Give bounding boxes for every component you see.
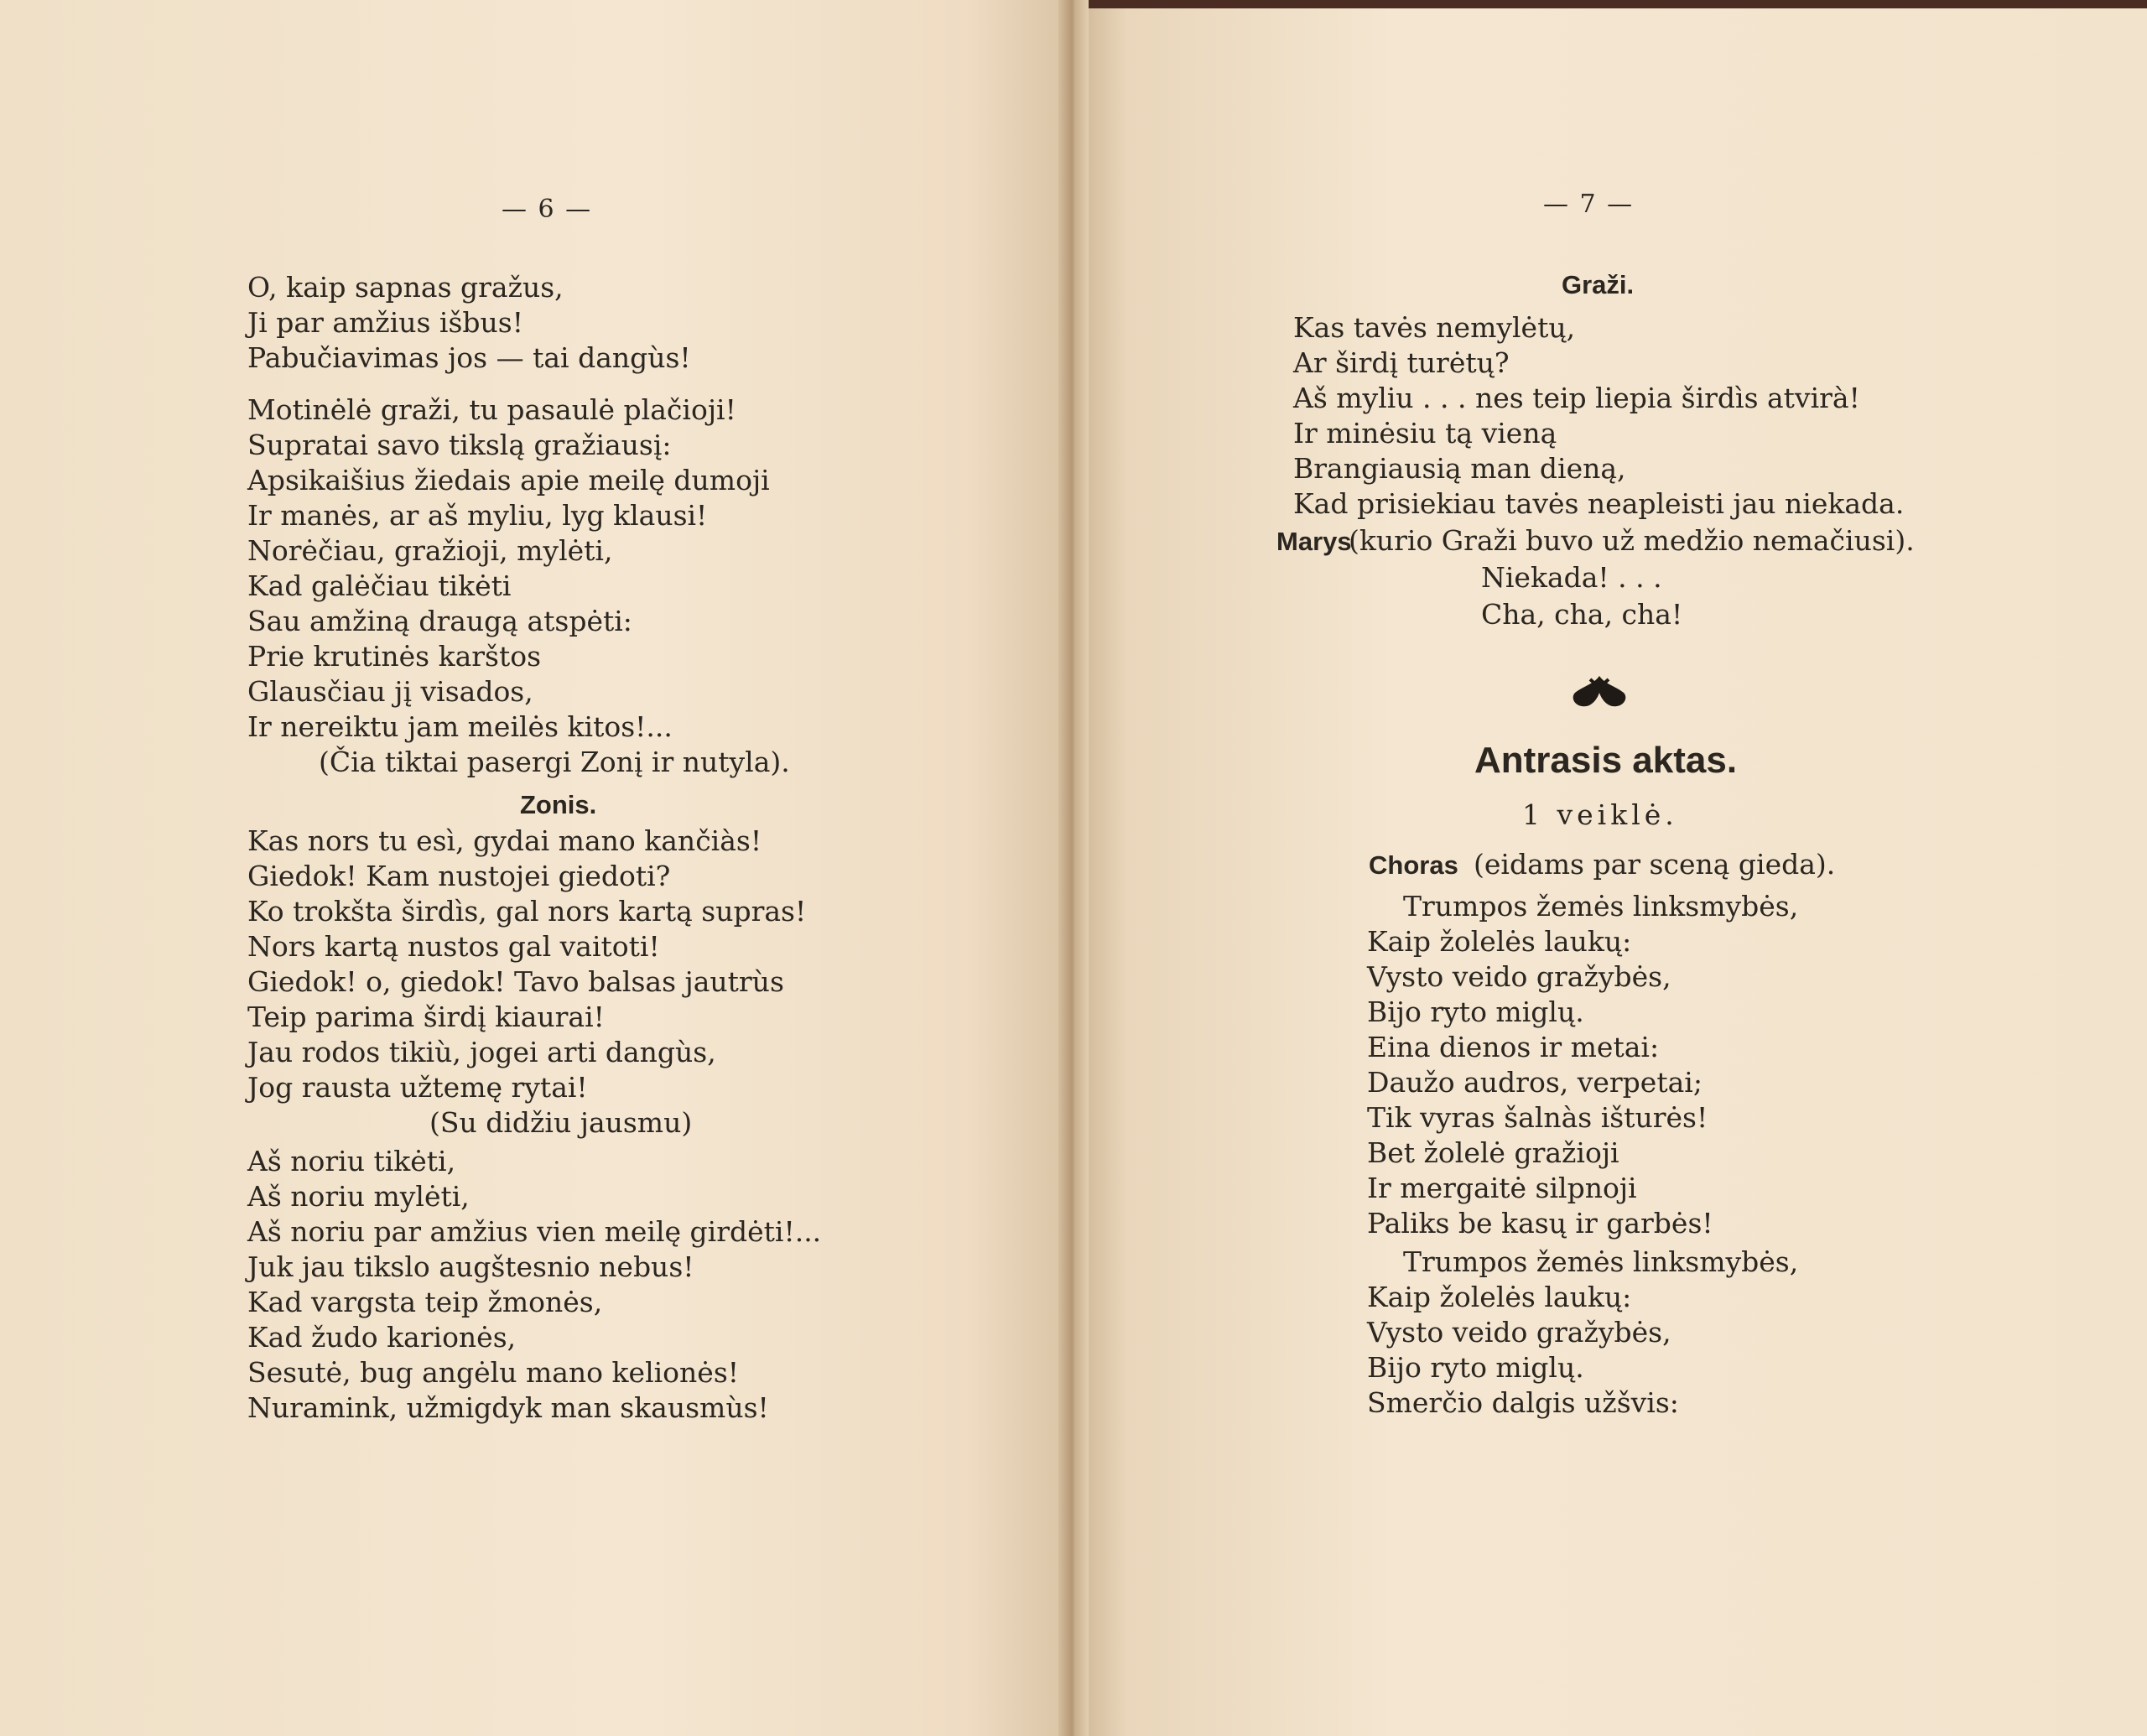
text-line: Juk jau tikslo augštesnio nebus!	[247, 1250, 694, 1283]
text-line: Motinėlė graži, tu pasaulė plačioji!	[247, 393, 736, 426]
text-line: Teip parima širdį kiaurai!	[247, 1001, 605, 1033]
text-line: Daužo audros, verpetai;	[1367, 1066, 1703, 1099]
text-line: Kad vargsta teip žmonės,	[247, 1286, 603, 1318]
speaker-name: Zonis.	[520, 790, 597, 819]
text-line: Jau rodos tikiù, jogei arti dangùs,	[247, 1036, 716, 1068]
text-line: Paliks be kasų ir garbės!	[1367, 1207, 1713, 1240]
page-number: — 6 —	[502, 195, 593, 224]
text-line: Glausčiau jį visados,	[247, 675, 533, 708]
text-line: Nuramink, užmigdyk man skausmùs!	[247, 1391, 769, 1424]
text-line: O, kaip sapnas gražus,	[247, 271, 564, 304]
text-line: Kas tavės nemylėtų,	[1293, 311, 1576, 344]
text-line: Bijo ryto miglų.	[1367, 1351, 1584, 1384]
text-line: Ko trokšta širdìs, gal nors kartą supras!	[247, 895, 807, 928]
book-gutter	[1058, 0, 1089, 1736]
text-line: Bijo ryto miglų.	[1367, 995, 1584, 1028]
text-line: Vysto veido gražybės,	[1367, 960, 1671, 993]
scene-label: 1 veiklė.	[1522, 798, 1678, 831]
text-line: Kaip žolelės laukų:	[1367, 1281, 1632, 1313]
text-line: Tik vyras šalnàs išturės!	[1367, 1101, 1708, 1134]
text-line: Kas nors tu esì, gydai mano kančiàs!	[247, 824, 762, 857]
text-line: Ji par amžius išbus!	[247, 306, 523, 339]
text-line: Trumpos žemės linksmybės,	[1403, 890, 1799, 923]
text-line: Ir manės, ar aš myliu, lyg klausi!	[247, 499, 708, 532]
text-line: Jog rausta užtemę rytai!	[247, 1071, 588, 1104]
text-line: Niekada! . . .	[1481, 561, 1662, 594]
text-line: Giedok! o, giedok! Tavo balsas jautrùs	[247, 965, 784, 998]
text-line: Nors kartą nustos gal vaitoti!	[247, 930, 660, 963]
text-line: Sesutė, bug angėlu mano kelionės!	[247, 1356, 740, 1389]
stage-direction: (Su didžiu jausmu)	[429, 1106, 693, 1139]
text-line: Aš myliu . . . nes teip liepia širdìs atvirà!	[1293, 382, 1860, 414]
text-line: Vysto veido gražybės,	[1367, 1316, 1671, 1349]
text-line: Eina dienos ir metai:	[1367, 1031, 1660, 1063]
text-line: Smerčio dalgis užšvis:	[1367, 1386, 1679, 1419]
text-line: Trumpos žemės linksmybės,	[1403, 1245, 1799, 1278]
top-edge	[1074, 0, 2147, 8]
stage-direction: (Čia tiktai pasergi Zonį ir nutyla).	[319, 746, 790, 778]
speaker-name: Marys	[1276, 527, 1352, 556]
text-line: Aš noriu par amžius vien meilę girdėti!...	[247, 1215, 822, 1248]
stage-direction: (eidams par sceną gieda).	[1474, 848, 1836, 881]
text-line: Ar širdį turėtų?	[1293, 346, 1510, 379]
right-page	[1074, 0, 2147, 1736]
text-line: Sau amžiną draugą atspėti:	[247, 605, 632, 637]
text-line: Ir mergaitė silpnoji	[1367, 1172, 1637, 1204]
text-line: Giedok! Kam nustojei giedoti?	[247, 860, 671, 892]
text-line: Ir nereiktu jam meilės kitos!...	[247, 710, 673, 743]
text-line: Ir minėsiu tą vieną	[1293, 417, 1557, 450]
text-line: Brangiausią man dieną,	[1293, 452, 1626, 485]
stage-direction: (kurio Graži buvo už medžio nemačiusi).	[1349, 524, 1915, 557]
act-title: Antrasis aktas.	[1474, 740, 1738, 781]
speaker-name: Choras	[1369, 850, 1458, 880]
text-line: Kad prisiekiau tavės neapleisti jau niekada.	[1293, 487, 1905, 520]
text-line: Kad žudo karionės,	[247, 1321, 517, 1354]
text-line: Pabučiavimas jos — tai dangùs!	[247, 341, 691, 374]
text-line: Cha, cha, cha!	[1481, 598, 1683, 631]
text-line: Norėčiau, gražioji, mylėti,	[247, 534, 613, 567]
text-line: Kaip žolelės laukų:	[1367, 925, 1632, 958]
page-number: — 7 —	[1543, 190, 1635, 219]
text-line: Supratai savo tikslą gražiausį:	[247, 429, 672, 461]
text-line: Apsikaišius žiedais apie meilę dumoji	[247, 464, 770, 496]
ornament-icon	[1568, 671, 1630, 713]
text-line: Bet žolelė gražioji	[1367, 1136, 1619, 1169]
text-line: Kad galėčiau tikėti	[247, 569, 512, 602]
text-line: Prie krutinės karštos	[247, 640, 542, 673]
text-line: Aš noriu tikėti,	[247, 1145, 456, 1177]
text-line: Aš noriu mylėti,	[247, 1180, 470, 1213]
speaker-name: Graži.	[1562, 270, 1635, 299]
